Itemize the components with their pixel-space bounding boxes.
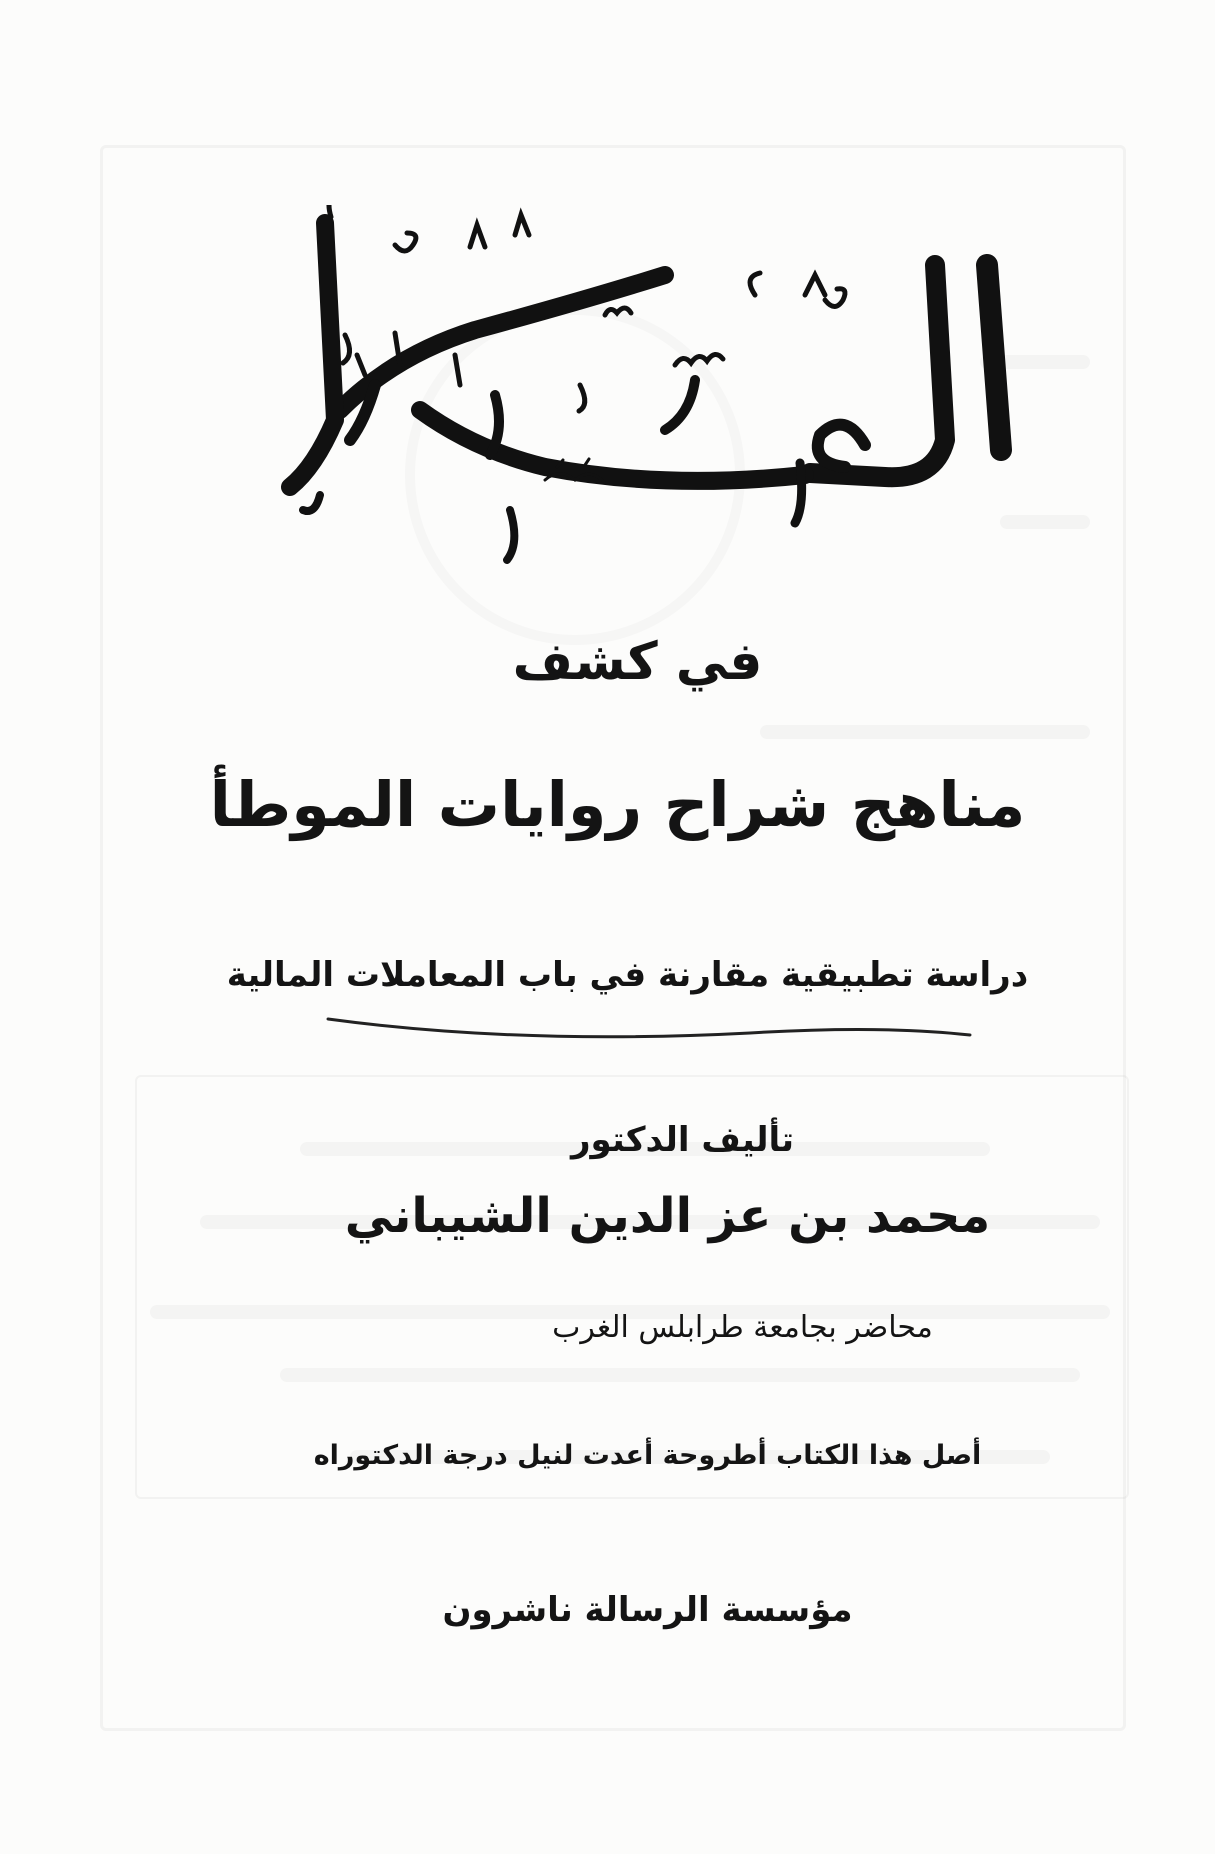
author-name: محمد بن عز الدين الشيباني	[344, 1188, 991, 1244]
study-underline-swash	[320, 1015, 980, 1041]
main-title	[0, 545, 1215, 546]
author-affiliation: محاضر بجامعة طرابلس الغرب	[552, 1310, 933, 1345]
bleed-through-text	[280, 1368, 1080, 1382]
thesis-origin-note: أصل هذا الكتاب أطروحة أعدت لنيل درجة الدكتوراه	[313, 1440, 982, 1471]
bleed-through-text	[760, 725, 1090, 739]
publisher-name: مؤسسة الرسالة ناشرون	[442, 1590, 853, 1630]
study-description: دراسة تطبيقية مقارنة في باب المعاملات المالية	[226, 955, 1029, 995]
calligraphic-title-logo	[245, 205, 1025, 615]
title-connector: في كشف	[512, 632, 763, 692]
book-subtitle: مناهج شراح روايات الموطأ	[209, 768, 1026, 841]
authored-by-label: تأليف الدكتور	[570, 1120, 795, 1160]
